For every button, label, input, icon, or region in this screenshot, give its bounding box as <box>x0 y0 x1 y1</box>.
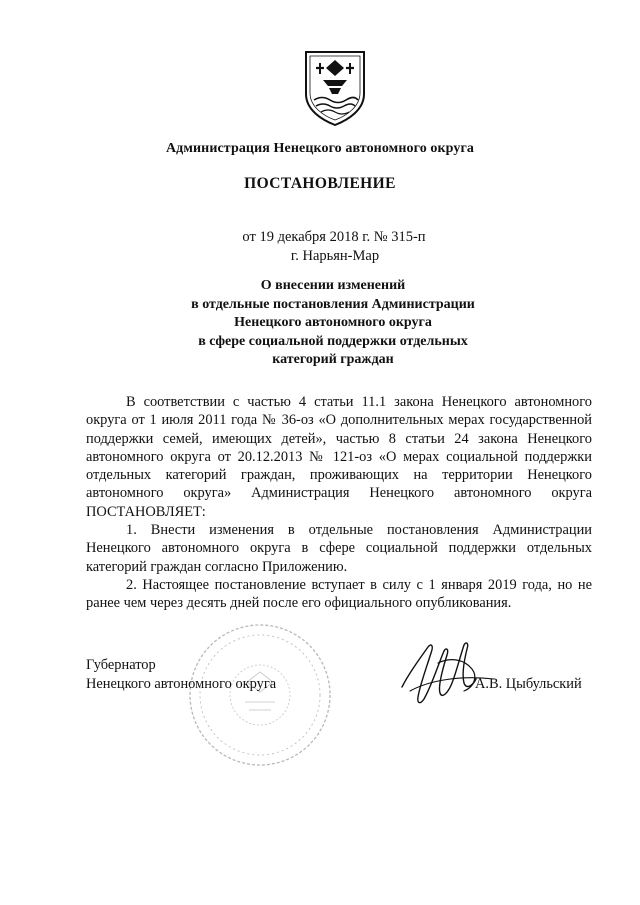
signatory-region: Ненецкого автономного округа <box>86 676 277 692</box>
official-seal-stamp <box>185 620 335 770</box>
document-subject <box>0 277 640 370</box>
date-number-block <box>0 228 640 266</box>
preamble-paragraph: В соответствии с частью 4 статьи 11.1 закона Ненецкого автономного округа от 1 июля 2011 года № 36-оз «О дополнительных мерах государственной поддержки семей, имеющих детей», частью 8 статьи 24 закона Ненецкого автономного округа от 20.12.2013 № 121-оз «О мерах социальной поддержки отдельных категорий граждан, проживающих на территории Ненецкого автономного округа» Администрация Ненецкого автономного округа ПОСТАНОВЛЯЕТ: <box>86 394 592 520</box>
subject-line: в отдельные постановления Администрации <box>191 296 475 312</box>
subject-line: категорий граждан <box>272 352 394 368</box>
document-type: ПОСТАНОВЛЕНИЕ <box>244 175 396 192</box>
clause-1-paragraph: 1. Внести изменения в отдельные постановления Администрации Ненецкого автономного округа в сфере социальной поддержки отдельных категорий граждан согласно Приложению. <box>86 522 592 575</box>
subject-line: Ненецкого автономного округа <box>234 315 432 331</box>
organization-name: Администрация Ненецкого автономного округа <box>165 141 475 156</box>
signatory-name: А.В. Цыбульский <box>475 676 582 692</box>
subject-line: О внесении изменений <box>260 278 406 293</box>
city: г. Нарьян-Мар <box>290 248 380 264</box>
coat-of-arms-icon <box>302 48 368 128</box>
date-and-number: от 19 декабря 2018 г. № 315-п <box>242 229 426 245</box>
document-body <box>86 393 592 613</box>
clause-2-paragraph: 2. Настоящее постановление вступает в силу с 1 января 2019 года, но не ранее чем через десять дней после его официального опубликования. <box>86 576 592 612</box>
subject-line: в сфере социальной поддержки отдельных <box>198 333 468 349</box>
signatory-title: Губернатор <box>86 657 156 673</box>
signatory-position <box>86 656 276 694</box>
